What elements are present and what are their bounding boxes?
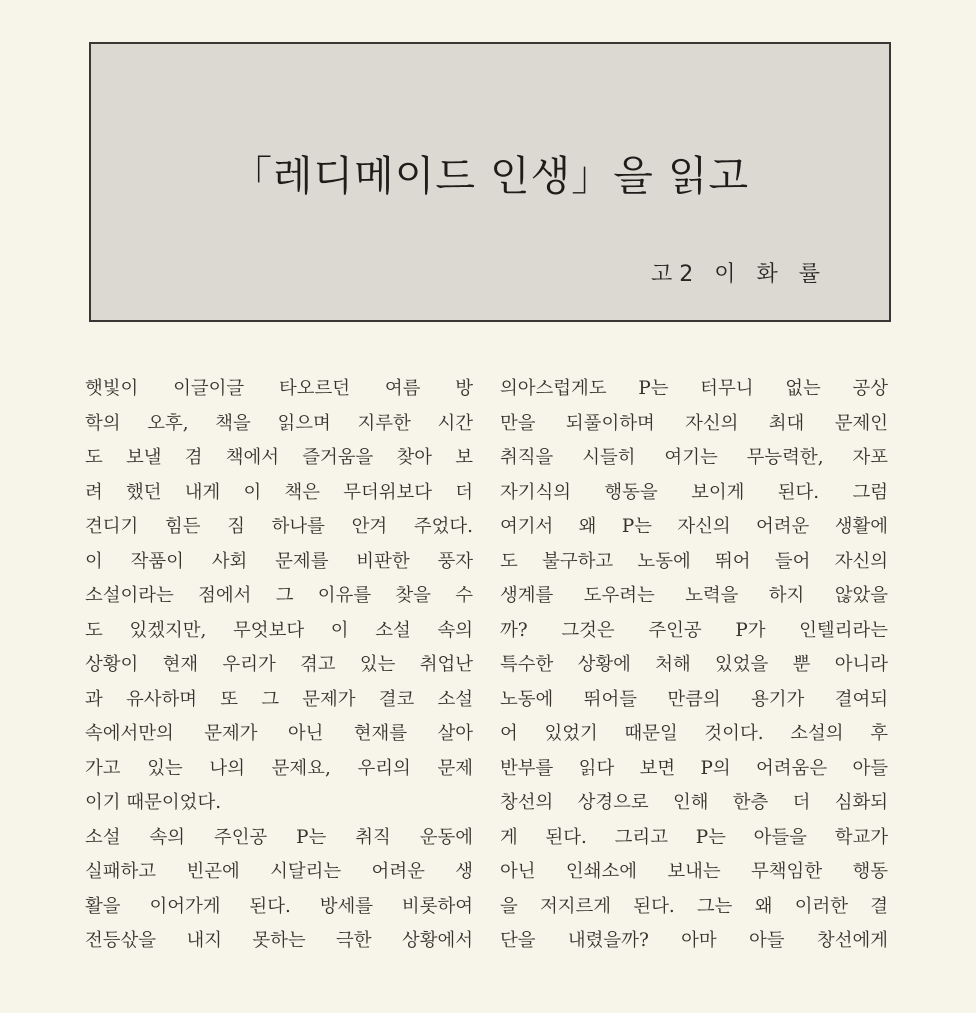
text-line: 활을 이어가게 된다. 방세를 비롯하여: [85, 895, 473, 917]
text-line: 을 저지르게 된다. 그는 왜 이러한 결: [500, 895, 888, 917]
text-line: 창선의 상경으로 인해 한층 더 심화되: [500, 792, 888, 813]
text-line: 상황이 현재 우리가 겪고 있는 취업난: [85, 654, 473, 675]
article-author: 고2 이 화 률: [651, 262, 827, 287]
text-line: 속에서만의 문제가 아닌 현재를 살아: [85, 723, 473, 744]
article-title: 「레디메이드 인생」을 읽고: [230, 152, 750, 200]
body-column-left: [85, 372, 473, 959]
text-line: 취직을 시들히 여기는 무능력한, 자포: [500, 447, 888, 468]
text-line: 까? 그것은 주인공 P가 인텔리라는: [500, 619, 888, 641]
text-line: 어 있었기 때문일 것이다. 소설의 후: [500, 723, 888, 744]
text-line: 려 했던 내게 이 책은 무더위보다 더: [85, 481, 473, 503]
text-line: 특수한 상황에 처해 있었을 뿐 아니라: [500, 654, 888, 675]
text-line: 만을 되풀이하며 자신의 최대 문제인: [500, 412, 888, 434]
text-line: 소설이라는 점에서 그 이유를 찾을 수: [85, 585, 473, 606]
text-line: 여기서 왜 P는 자신의 어려운 생활에: [500, 516, 888, 537]
text-line: 게 된다. 그리고 P는 아들을 학교가: [500, 826, 888, 848]
text-line: 학의 오후, 책을 읽으며 지루한 시간: [85, 412, 473, 434]
text-line: 생계를 도우려는 노력을 하지 않았을: [500, 585, 888, 606]
text-line: 아닌 인쇄소에 보내는 무책임한 행동: [500, 861, 888, 882]
text-line: 노동에 뛰어들 만큼의 용기가 결여되: [500, 688, 888, 710]
body-column-right: [500, 372, 888, 959]
text-line: 이기 때문이었다.: [85, 792, 222, 813]
text-line: 도 불구하고 노동에 뛰어 들어 자신의: [500, 550, 888, 572]
text-line: 자기식의 행동을 보이게 된다. 그럼: [500, 481, 888, 503]
text-line: 단을 내렸을까? 아마 아들 창선에게: [500, 930, 888, 951]
text-line: 견디기 힘든 짐 하나를 안겨 주었다.: [85, 516, 473, 537]
text-line: 실패하고 빈곤에 시달리는 어려운 생: [85, 861, 473, 882]
text-line: 소설 속의 주인공 P는 취직 운동에: [85, 826, 473, 848]
title-box: [89, 42, 891, 322]
text-line: 가고 있는 나의 문제요, 우리의 문제: [85, 757, 473, 779]
text-line: 햇빛이 이글이글 타오르던 여름 방: [85, 378, 473, 399]
text-line: 이 작품이 사회 문제를 비판한 풍자: [85, 550, 473, 572]
text-line: 도 보낼 겸 책에서 즐거움을 찾아 보: [85, 447, 473, 468]
text-line: 반부를 읽다 보면 P의 어려움은 아들: [500, 757, 888, 779]
text-line: 도 있겠지만, 무엇보다 이 소설 속의: [85, 619, 473, 641]
text-line: 전등삯을 내지 못하는 극한 상황에서: [85, 930, 473, 951]
text-line: 의아스럽게도 P는 터무니 없는 공상: [500, 378, 888, 399]
text-line: 과 유사하며 또 그 문제가 결코 소설: [85, 688, 473, 710]
